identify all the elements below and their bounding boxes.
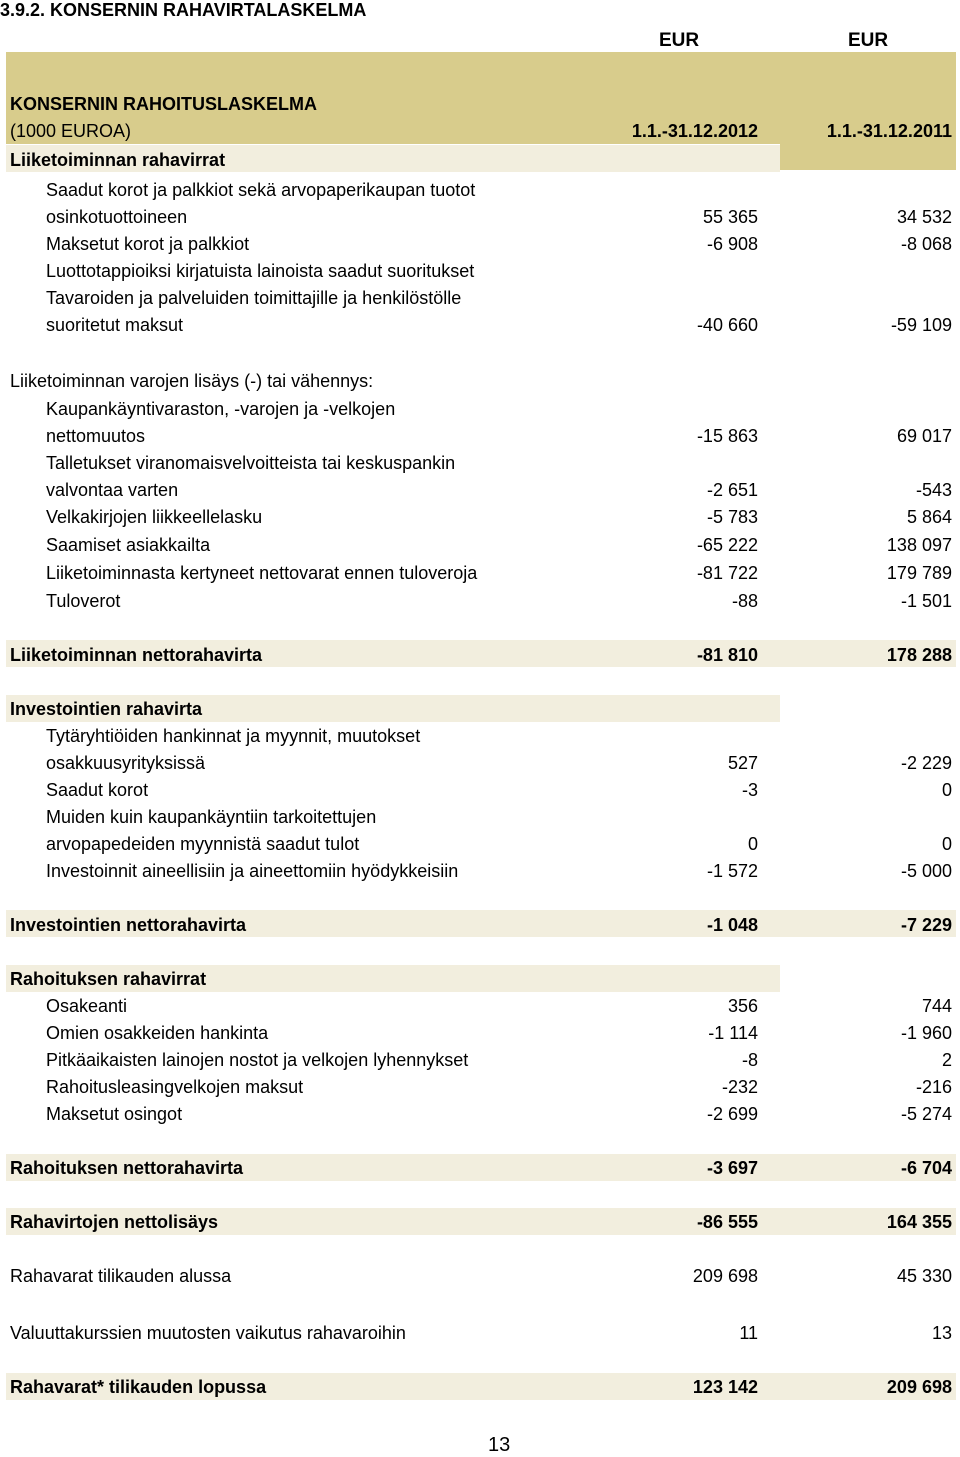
table-row: nettomuutos -15 863 69 017	[46, 426, 952, 446]
row-fx-effect: Valuuttakurssien muutosten vaikutus rahavaroihin 11 13	[10, 1323, 952, 1343]
table-row: Saadut korot ja palkkiot sekä arvopaperikaupan tuotot	[46, 180, 476, 200]
row-cash-begin: Rahavarat tilikauden alussa 209 698 45 330	[10, 1266, 952, 1286]
subsection-title: Liiketoiminnan varojen lisäys (-) tai vähennys:	[10, 371, 374, 391]
unit-label: (1000 EUROA)	[10, 121, 132, 141]
period-2011: 1.1.-31.12.2011	[826, 121, 952, 141]
table-row: arvopapedeiden myynnistä saadut tulot 0 0	[46, 834, 952, 854]
table-row: Tuloverot -88 -1 501	[46, 591, 952, 611]
table-row: Osakeanti 356 744	[46, 996, 952, 1016]
table-row: osakkuusyrityksissä 527 -2 229	[46, 753, 952, 773]
document-heading: 3.9.2. KONSERNIN RAHAVIRTALASKELMA	[0, 0, 367, 20]
section-title-financing: Rahoituksen rahavirrat	[10, 969, 207, 989]
table-row: Rahoitusleasingvelkojen maksut -232 -216	[46, 1077, 952, 1097]
currency-label-2011: EUR	[848, 30, 889, 51]
table-row: valvontaa varten -2 651 -543	[46, 480, 952, 500]
table-row: Tavaroiden ja palveluiden toimittajille ja henkilöstölle	[46, 288, 462, 308]
table-row: osinkotuottoineen 55 365 34 532	[46, 207, 952, 227]
page-number: 13	[488, 1434, 511, 1456]
table-row: Tytäryhtiöiden hankinnat ja myynnit, muutokset	[46, 726, 421, 746]
period-2012: 1.1.-31.12.2012	[631, 121, 758, 141]
table-row: Liiketoiminnasta kertyneet nettovarat ennen tuloveroja -81 722 179 789	[46, 563, 952, 583]
table-row: Kaupankäyntivaraston, -varojen ja -velkojen	[46, 399, 396, 419]
total-row-operating: Liiketoiminnan nettorahavirta -81 810 178 288	[10, 645, 952, 665]
currency-label-2012: EUR	[659, 30, 700, 51]
table-row: Maksetut osingot -2 699 -5 274	[46, 1104, 952, 1124]
total-row-net-increase: Rahavirtojen nettolisäys -86 555 164 355	[10, 1212, 952, 1232]
table-row: Omien osakkeiden hankinta -1 114 -1 960	[46, 1023, 952, 1043]
table-row: Saamiset asiakkailta -65 222 138 097	[46, 535, 952, 555]
total-row-financing: Rahoituksen nettorahavirta -3 697 -6 704	[10, 1158, 952, 1178]
table-row: Saadut korot -3 0	[46, 780, 952, 800]
table-row: Velkakirjojen liikkeellelasku -5 783 5 864	[46, 507, 952, 527]
table-row: Pitkäaikaisten lainojen nostot ja velkojen lyhennykset -8 2	[46, 1050, 952, 1070]
section-title-investing: Investointien rahavirta	[10, 699, 203, 719]
total-row-cash-end: Rahavarat* tilikauden lopussa 123 142 209 698	[10, 1377, 952, 1397]
table-row: Maksetut korot ja palkkiot -6 908 -8 068	[46, 234, 952, 254]
table-row: Investoinnit aineellisiin ja aineettomiin hyödykkeisiin -1 572 -5 000	[46, 861, 952, 881]
table-row: Talletukset viranomaisvelvoitteista tai keskuspankin	[46, 453, 456, 473]
table-row: Muiden kuin kaupankäyntiin tarkoitettujen	[46, 807, 377, 827]
statement-title: KONSERNIN RAHOITUSLASKELMA	[10, 94, 318, 114]
total-row-investing: Investointien nettorahavirta -1 048 -7 229	[10, 915, 952, 935]
section-title-operating: Liiketoiminnan rahavirrat	[10, 150, 226, 170]
table-row: Luottotappioiksi kirjatuista lainoista saadut suoritukset	[46, 261, 475, 281]
table-row: suoritetut maksut -40 660 -59 109	[46, 315, 952, 335]
